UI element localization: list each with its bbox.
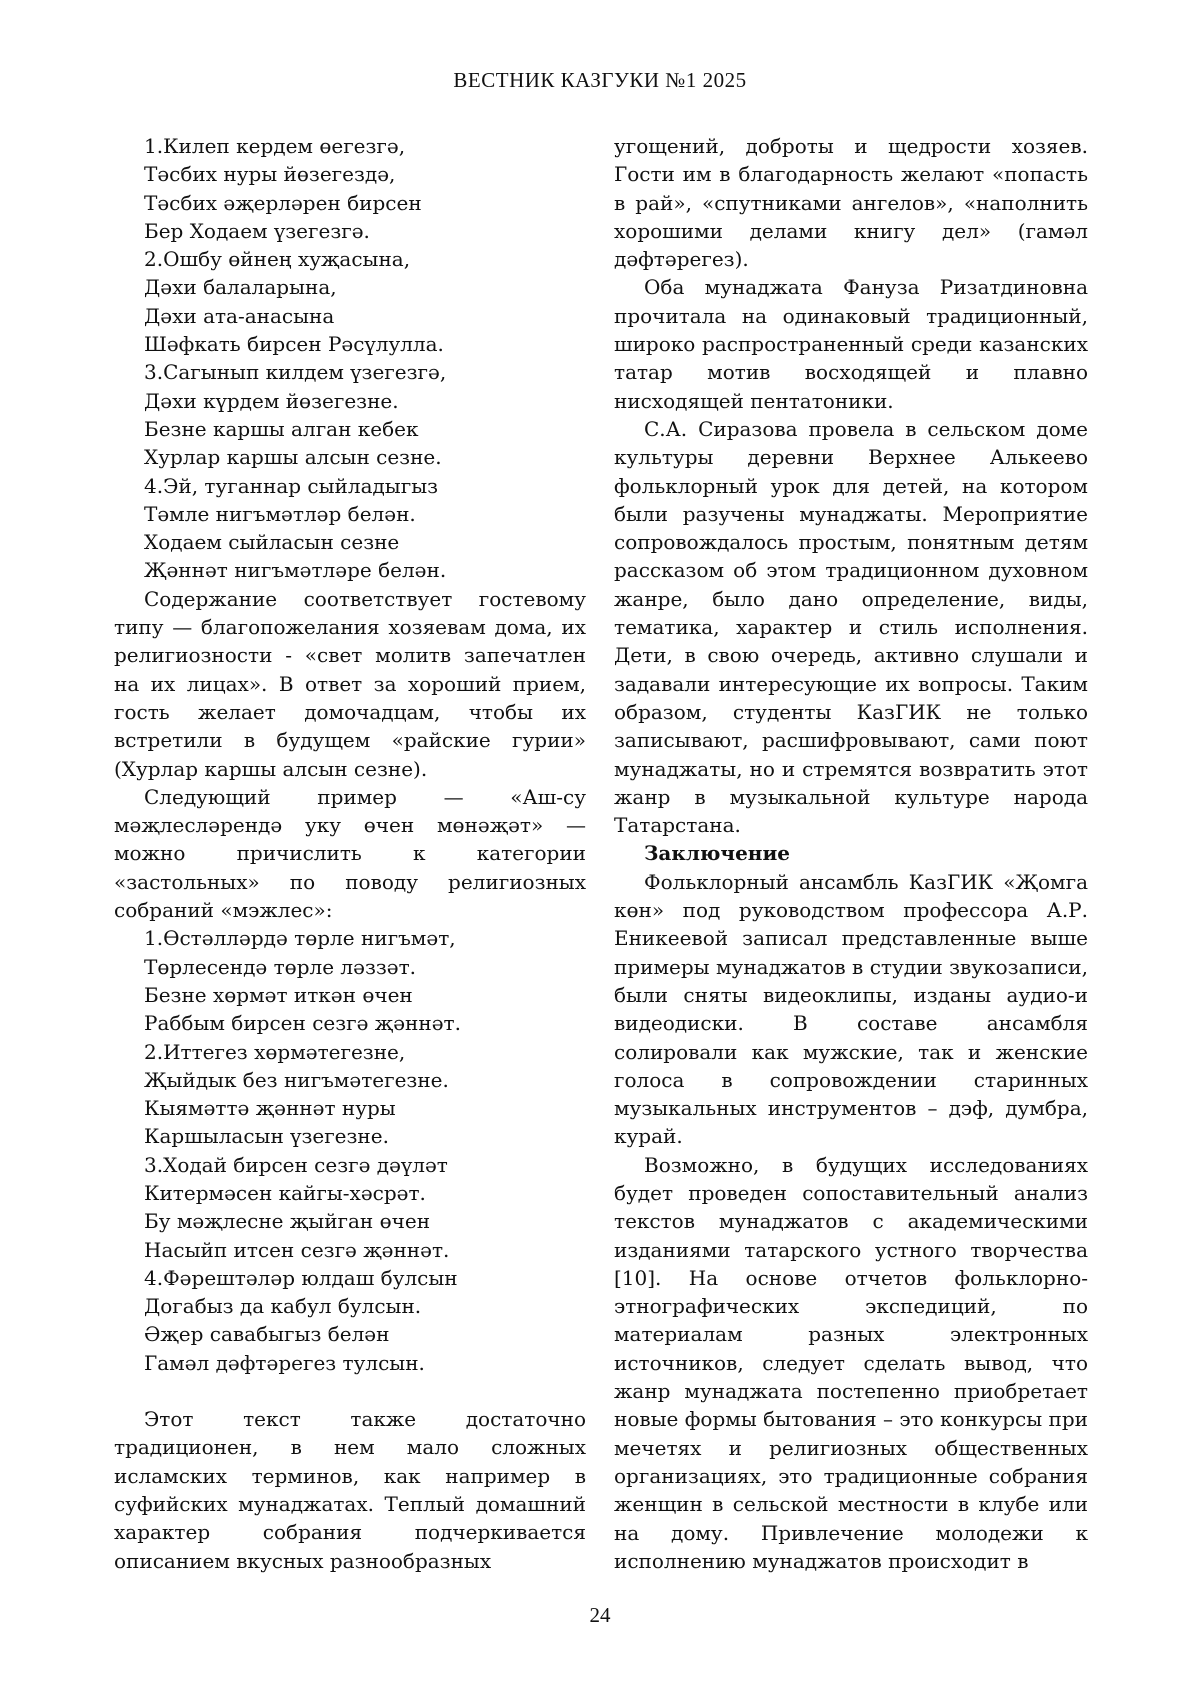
verse-line: Төрлесендә төрле ләззәт. bbox=[144, 954, 417, 979]
verse-line: Дәхи күрдем йөзегезне. bbox=[144, 388, 399, 413]
body-paragraph-continued: угощений, доброты и щедрости хозяев. Гости им в благодарность желают «попасть в рай», «спутниками ангелов», «наполнить хорошими делами книгу дел» (гамәл дәфтәрегез). bbox=[614, 134, 1088, 272]
right-column bbox=[614, 132, 1088, 1575]
body-paragraph: Возможно, в будущих исследованиях будет проведен сопоставительный анализ текстов мунаджатов с академическими изданиями татарского устного творчества [10]. На основе отчетов фольклорно-этнографических экспедиций, по материалам разных электронных источников, следует сделать вывод, что жанр мунаджата постепенно приобретает новые формы бытования – это конкурсы при мечетях и религиозных общественных организациях, это традиционные собрания женщин в сельской местности в клубе или на дому. Привлечение молодежи к исполнению мунаджатов происходит в bbox=[614, 1152, 1088, 1573]
blank-line bbox=[114, 1377, 586, 1405]
verse-block-1 bbox=[114, 132, 586, 585]
verse-line: Безне каршы алган кебек bbox=[144, 416, 419, 441]
body-paragraph: Этот текст также достаточно традиционен, в нем мало сложных исламских терминов, как например в суфийских мунаджатах. Теплый домашний характер собрания подчеркивается описанием вкусных разнообразных bbox=[114, 1407, 586, 1573]
verse-line: Кыямәттә җәннәт нуры bbox=[144, 1096, 396, 1121]
body-paragraph: Следующий пример — «Аш-су мәҗлесләрендә уку өчен мөнәҗәт» — можно причислить к категории «застольных» по поводу религиозных собраний «мэжлес»: bbox=[114, 784, 586, 923]
verse-line: Хурлар каршы алсын сезне. bbox=[144, 445, 442, 470]
verse-line: 1.Килеп кердем өегезгә, bbox=[144, 134, 406, 158]
verse-line: Китермәсен кайгы-хәсрәт. bbox=[144, 1180, 426, 1205]
journal-header: ВЕСТНИК КАЗГУКИ №1 2025 bbox=[453, 68, 747, 92]
verse-line: Гамәл дәфтәрегез тулсын. bbox=[144, 1350, 425, 1375]
page-number: 24 bbox=[589, 1603, 611, 1627]
verse-line: Шәфкать бирсен Рәсүлулла. bbox=[144, 332, 444, 357]
verse-line: Җәннәт нигъмәтләре белән. bbox=[144, 558, 447, 583]
verse-line: Бер Ходаем үзегезгә. bbox=[144, 218, 370, 243]
verse-line: Ходаем сыйласын сезне bbox=[144, 530, 400, 555]
verse-line: 2.Иттегез хөрмәтегезне, bbox=[144, 1039, 406, 1064]
verse-line: Тәсбих нуры йөзегездә, bbox=[144, 162, 396, 187]
verse-line: Җыйдык без нигъмәтегезне. bbox=[144, 1067, 449, 1092]
verse-line: Раббым бирсен сезгә җәннәт. bbox=[144, 1011, 461, 1036]
verse-line: Дәхи ата-анасына bbox=[144, 303, 335, 328]
verse-line: Каршыласын үзегезне. bbox=[144, 1124, 389, 1149]
verse-line: Дәхи балаларына, bbox=[144, 275, 337, 300]
verse-line: Безне хөрмәт иткән өчен bbox=[144, 982, 413, 1007]
verse-line: Әҗер савабыгыз белән bbox=[144, 1322, 390, 1347]
verse-block-2 bbox=[114, 924, 586, 1377]
verse-line: 3.Сагынып килдем үзегезгә, bbox=[144, 360, 447, 385]
verse-line: 4.Фәрештәләр юлдаш булсын bbox=[144, 1265, 458, 1290]
verse-line: Тәмле нигъмәтләр белән. bbox=[144, 501, 416, 526]
body-paragraph: Оба мунаджата Фануза Ризатдиновна прочитала на одинаковый традиционный, широко распространенный среди казанских татар мотив восходящей и плавно нисходящей пентатоники. bbox=[614, 275, 1088, 413]
verse-line: Тәсбих әҗерләрен бирсен bbox=[144, 190, 422, 215]
body-paragraph: С.А. Сиразова провела в сельском доме культуры деревни Верхнее Алькеево фольклорный урок для детей, на котором были разучены мунаджаты. Мероприятие сопровождалось простым, понятным детям рассказом об этом традиционном духовном жанре, было дано определение, виды, тематика, характер и стиль исполнения. Дети, в свою очередь, активно слушали и задавали интересующие их вопросы. Таким образом, студенты КазГИК не только записывают, расшифровывают, сами поют мунаджаты, но и стремятся возвратить этот жанр в музыкальной культуре народа Татарстана. bbox=[614, 416, 1088, 838]
section-heading: Заключение bbox=[644, 841, 790, 866]
body-paragraph: Содержание соответствует гостевому типу — благопожелания хозяевам дома, их религиозности - «свет молитв запечатлен на их лицах». В ответ за хороший прием, гость желает домочадцам, чтобы их встретили в будущем «райские гурии» (Хурлар каршы алсын сезне). bbox=[114, 586, 586, 781]
verse-line: 3.Ходай бирсен сезгә дәүләт bbox=[144, 1152, 448, 1177]
verse-line: Бу мәҗлесне җыйган өчен bbox=[144, 1209, 431, 1234]
verse-line: 4.Эй, туганнар сыйладыгыз bbox=[144, 473, 439, 498]
left-column bbox=[114, 132, 586, 1575]
verse-line: Догабыз да кабул булсын. bbox=[144, 1294, 422, 1319]
body-paragraph: Фольклорный ансамбль КазГИК «Җомга көн» под руководством профессора А.Р. Еникеевой записал представленные выше примеры мунаджатов в студии звукозаписи, были сняты видеоклипы, изданы аудио-и видеодиски. В составе ансамбля солировали как мужские, так и женские голоса в сопровождении старинных музыкальных инструментов – дэф, думбра, курай. bbox=[614, 869, 1088, 1149]
verse-line: 1.Өстәлләрдә төрле нигъмәт, bbox=[144, 926, 456, 951]
verse-line: 2.Ошбу өйнең хуҗасына, bbox=[144, 247, 411, 272]
verse-line: Насыйп итсен сезгә җәннәт. bbox=[144, 1237, 450, 1262]
